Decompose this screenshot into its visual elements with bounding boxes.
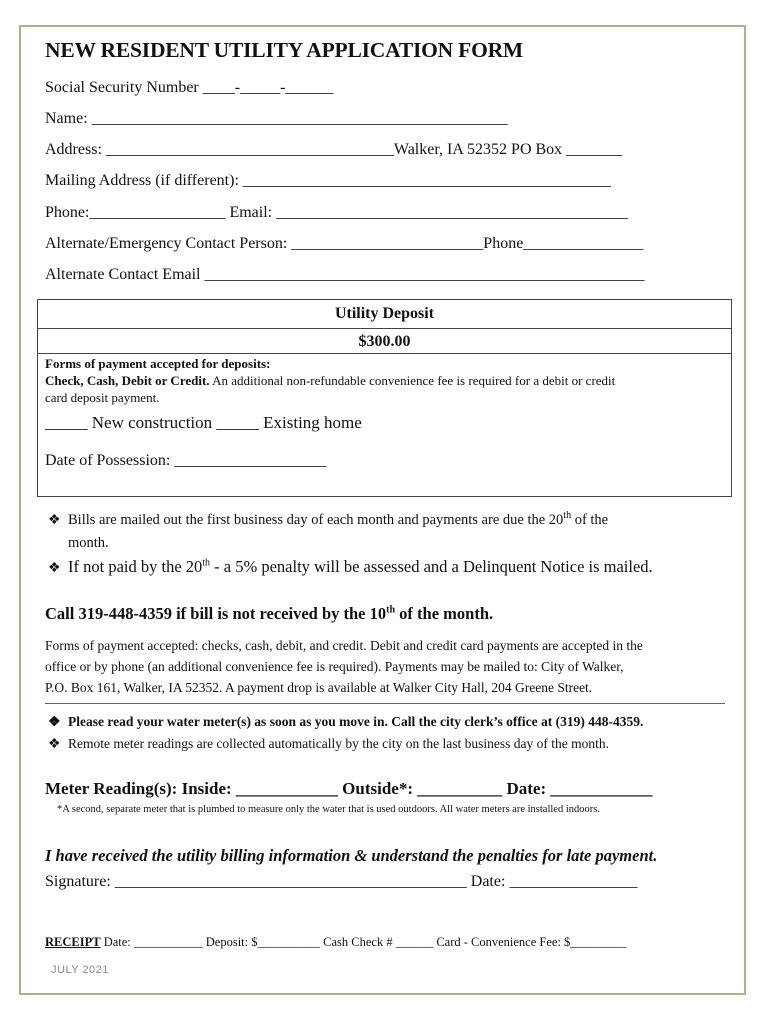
possession-date-field[interactable]: Date of Possession: ___________________ xyxy=(45,452,327,469)
form-title: NEW RESIDENT UTILITY APPLICATION FORM xyxy=(45,38,524,62)
bullet-billing-cont: month. xyxy=(68,535,109,551)
forms-of-payment-text xyxy=(45,372,615,389)
diamond-bullet-icon: ❖ xyxy=(48,561,61,576)
diamond-bullet-icon: ❖ xyxy=(48,715,61,730)
forms-of-payment-bold: Check, Cash, Debit or Credit. xyxy=(45,373,210,388)
mailing-address-field[interactable]: Mailing Address (if different): ______________________________________________ xyxy=(45,172,611,189)
payment-info-line2: office or by phone (an additional convenience fee is required). Payments may be mailed to: City of Walker, xyxy=(45,659,624,674)
meter-note-read: ❖ Please read your water meter(s) as soon as you move in. Call the city clerk’s office at (319) 448-4359. xyxy=(48,714,644,730)
meter-note-remote: ❖ Remote meter readings are collected automatically by the city on the last business day of the month. xyxy=(48,736,609,752)
deposit-heading: Utility Deposit xyxy=(334,305,435,322)
phone-email-field[interactable]: Phone:_________________ Email: ____________________________________________ xyxy=(45,204,629,221)
bullet-penalty: ❖ If not paid by the 20th - a 5% penalty will be assessed and a Delinquent Notice is mailed. xyxy=(48,557,653,576)
divider xyxy=(38,353,731,354)
name-field[interactable]: Name: ____________________________________________________ xyxy=(45,110,508,127)
diamond-bullet-icon: ❖ xyxy=(48,737,61,752)
diamond-bullet-icon: ❖ xyxy=(48,513,61,528)
receipt-line xyxy=(45,935,627,950)
divider xyxy=(45,703,725,704)
alternate-email-field[interactable]: Alternate Contact Email _______________________________________________________ xyxy=(45,266,645,283)
deposit-amount: $300.00 xyxy=(358,333,411,350)
meter-readings-field[interactable]: Meter Reading(s): Inside: ____________ Outside*: __________ Date: ____________ xyxy=(45,779,653,798)
acknowledgement-statement: I have received the utility billing information & understand the penalties for late payment. xyxy=(45,846,658,865)
alternate-contact-field[interactable]: Alternate/Emergency Contact Person: ________________________Phone_______________ xyxy=(45,235,644,252)
meter-footnote: *A second, separate meter that is plumbed to measure only the water that is used outdoors. All water meters are installed indoors. xyxy=(57,804,600,815)
receipt-fields: Date: ___________ Deposit: $__________ Cash Check # ______ Card - Convenience Fee: $_________ xyxy=(100,935,627,949)
payment-info-line3: P.O. Box 161, Walker, IA 52352. A payment drop is available at Walker City Hall, 204 Greene Street. xyxy=(45,680,593,695)
utility-deposit-box xyxy=(37,299,732,497)
footer-date: JULY 2021 xyxy=(51,964,109,976)
call-notice: Call 319-448-4359 if bill is not received by the 10th of the month. xyxy=(45,604,494,623)
forms-of-payment-rest: An additional non-refundable convenience fee is required for a debit or credit xyxy=(209,373,616,388)
payment-info-line1: Forms of payment accepted: checks, cash, debit, and credit. Debit and credit card payments are accepted in the xyxy=(45,638,643,653)
receipt-label: RECEIPT xyxy=(45,935,101,949)
address-field[interactable]: Address: ____________________________________Walker, IA 52352 PO Box _______ xyxy=(45,141,623,158)
bullet-billing: ❖ Bills are mailed out the first business day of each month and payments are due the 20th of the xyxy=(48,510,609,528)
forms-of-payment-line2: card deposit payment. xyxy=(45,390,160,405)
home-type-field[interactable]: _____ New construction _____ Existing home xyxy=(45,413,362,432)
signature-field[interactable]: Signature: ____________________________________________ Date: ________________ xyxy=(45,873,638,890)
divider xyxy=(38,328,731,329)
forms-of-payment-label: Forms of payment accepted for deposits: xyxy=(45,356,271,371)
ssn-field[interactable]: Social Security Number ____-_____-______ xyxy=(45,79,334,96)
